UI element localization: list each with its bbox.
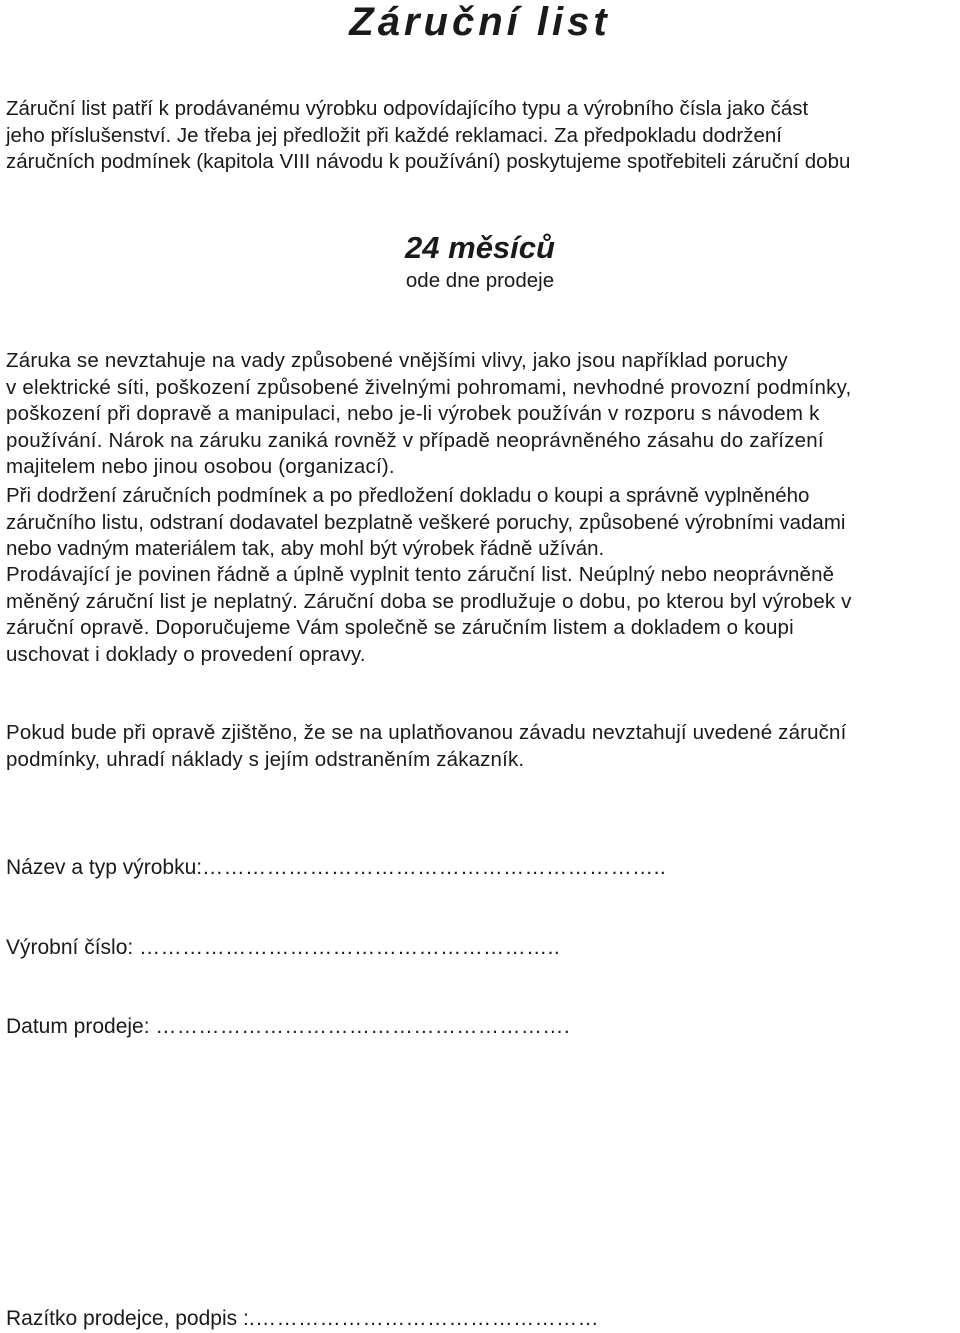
seller-stamp-field[interactable] (6, 1305, 956, 1333)
product-name-label: Název a typ výrobku: (6, 856, 203, 879)
seller-duties-paragraph: Prodávající je povinen řádně a úplně vyplnit tento záruční list. Neúplný nebo neoprávněně měněný záruční list je neplatný. Záruční doba se prodlužuje o dobu, po kterou byl výrobek v záruční opravě. Doporučujeme Vám společně se záručním listem a dokladem o koupi uschovat i doklady o provedení opravy. (6, 563, 852, 666)
intro-paragraph: Záruční list patří k prodávanému výrobku odpovídajícího typu a výrobního čísla jako část jeho příslušenství. Je třeba jej předložit při každé reklamaci. Za předpokladu dodržení záručních podmínek (kapitola VIII návodu k používání) poskytujeme spotřebiteli záruční dobu (6, 97, 851, 173)
page-title: Záruční list (349, 0, 611, 44)
serial-number-blank[interactable]: ………………………………………………….. (139, 936, 561, 959)
sale-date-blank[interactable]: …………………………………………………. (155, 1015, 571, 1038)
product-name-blank[interactable]: ……………………………………………………….. (202, 856, 667, 879)
seller-stamp-label: Razítko prodejce, podpis : (6, 1307, 249, 1330)
customer-costs-paragraph: Pokud bude při opravě zjištěno, že se na uplatňovanou závadu nevztahují uvedené záruční podmínky, uhradí náklady s jejím odstraněním zákazník. (6, 721, 847, 771)
warranty-period: 24 měsíců (405, 230, 555, 265)
product-name-field[interactable] (6, 854, 956, 882)
serial-number-field[interactable] (6, 934, 956, 962)
seller-stamp-blank[interactable]: .………………………………………… (248, 1307, 600, 1330)
serial-number-label: Výrobní číslo: (6, 936, 140, 959)
sale-date-field[interactable] (6, 1013, 956, 1041)
exclusions-paragraph: Záruka se nevztahuje na vady způsobené vnějšími vlivy, jako jsou například poruchy v elektrické síti, poškození způsobené živelnými pohromami, nevhodné provozní podmínky, poškození při dopravě a manipulaci, nebo je-li výrobek používán v rozporu s návodem k používání. Nárok na záruku zaniká rovněž v případě neoprávněného zásahu do zařízení majitelem nebo jinou osobou (organizací). (6, 349, 852, 478)
repair-terms-paragraph: Při dodržení záručních podmínek a po předložení dokladu o koupi a správně vyplněného záručního listu, odstraní dodavatel bezplatně veškeré poruchy, způsobené výrobními vadami nebo vadným materiálem tak, aby mohl být výrobek řádně užíván. (6, 484, 846, 560)
warranty-period-note: ode dne prodeje (405, 269, 555, 292)
sale-date-label: Datum prodeje: (6, 1015, 156, 1038)
